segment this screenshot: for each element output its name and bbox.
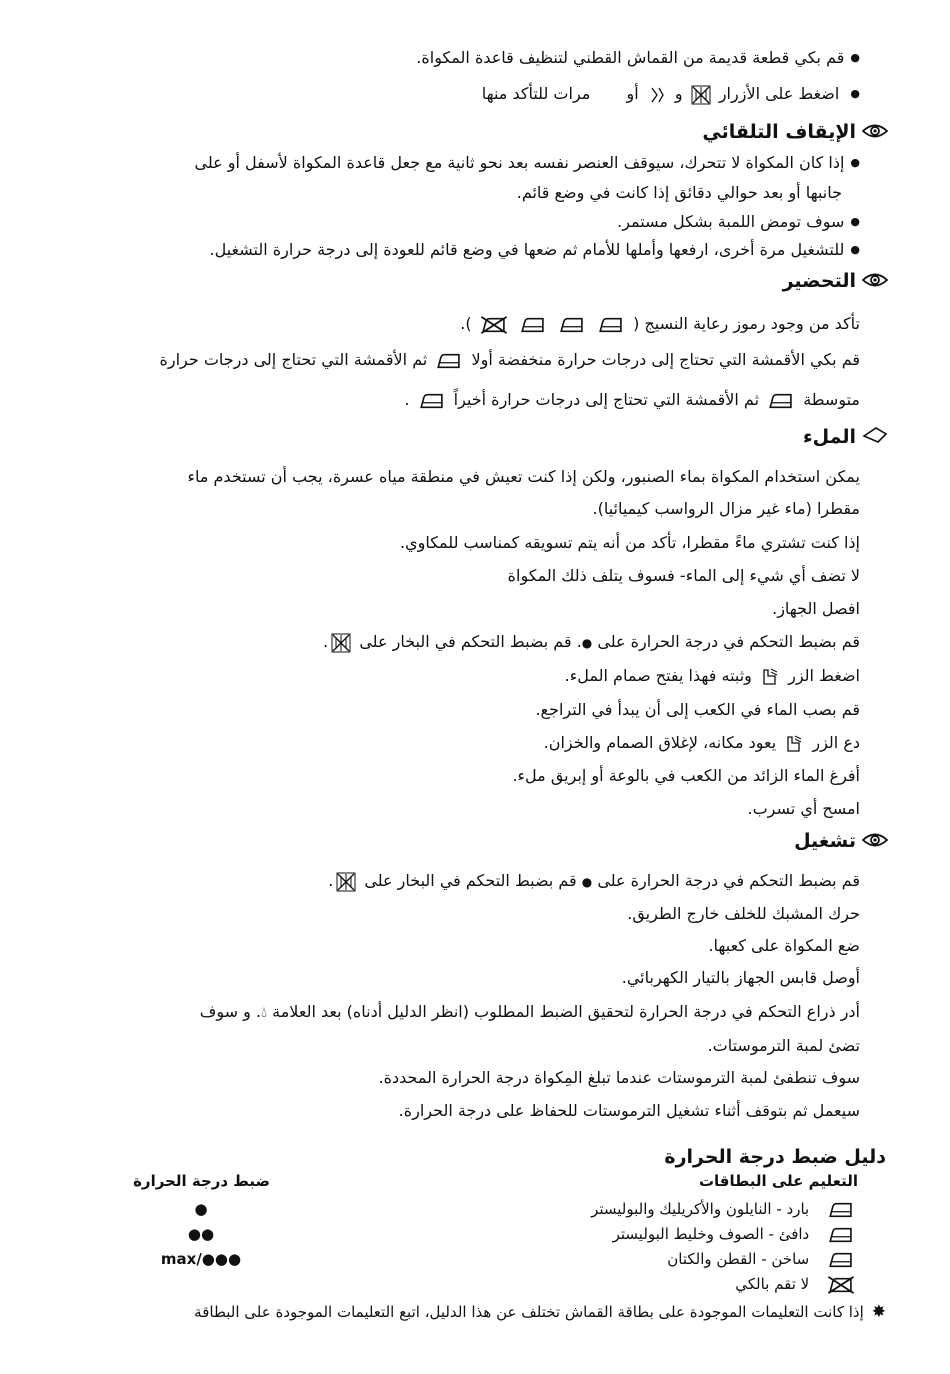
prep-line-2-text-b: ثم الأقمشة التي تحتاج إلى درجات حرارة <box>159 350 428 369</box>
operate-line-8-text: سيعمل ثم بتوقف أثناء تشغيل الترموستات للحفاظ على درجة الحرارة. <box>398 1101 860 1120</box>
fill-line-7-text-a: اضغط الزر <box>788 666 860 685</box>
fill-line-6-end: . <box>323 632 329 651</box>
fill-line-4 <box>508 566 860 586</box>
fill-line-8-text: قم بصب الماء في الكعب إلى أن يبدأ في التراجع. <box>535 700 860 719</box>
operate-line-5-text-a: أدر ذراع التحكم في درجة الحرارة لتحقيق الضبط المطلوب (انظر الدليل أدناه) بعد العلامة <box>272 1002 860 1021</box>
auto-off-bullet-1 <box>195 153 860 175</box>
auto-off-bullet-2 <box>617 212 860 234</box>
fill-line-3 <box>400 533 860 553</box>
iron-icon <box>827 1251 855 1269</box>
guide-row-3 <box>667 1250 858 1269</box>
guide-row-1-setting: ● <box>194 1200 208 1218</box>
guide-row-2 <box>613 1225 858 1244</box>
guide-col-label: التعليم على البطاقات <box>698 1172 858 1190</box>
eye-icon <box>862 830 888 854</box>
auto-off-bullet-3-text: للتشغيل مرة أخرى، ارفعها وأملها للأمام ثم ضعها في وضع قائم للعودة إلى درجة حرارة التشغيل. <box>209 240 845 259</box>
prep-line-3-text-b: ثم الأقمشة التي تحتاج إلى درجات حرارة أخيراً <box>453 390 760 409</box>
operate-line-3-text: ضع المكواة على كعبها. <box>708 936 860 955</box>
operate-line-1-text-a: قم بضبط التحكم في درجة الحرارة على <box>597 871 860 890</box>
operate-line-2 <box>627 904 860 924</box>
guide-row-4-label: لا تقم بالكي <box>735 1275 810 1293</box>
guide-row-2-setting: ●● <box>187 1225 215 1243</box>
cleaning-bullet-2-text-c: أو <box>626 84 639 103</box>
fill-line-5-text: افصل الجهاز. <box>772 599 860 618</box>
fill-line-9-text-b: يعود مكانه، لإغلاق الصمام والخزان. <box>543 733 777 752</box>
operate-line-5 <box>200 1002 860 1022</box>
temp-dot-icon: ● <box>581 875 593 889</box>
star-icon: ✸ <box>871 1302 886 1322</box>
operate-line-4-text: أوصل قابس الجهاز بالتيار الكهربائي. <box>621 968 860 987</box>
steam-button-icon <box>331 633 351 653</box>
fill-line-9-text-a: دع الزر <box>812 733 860 752</box>
fill-heading <box>803 425 888 450</box>
fill-line-6-text-a: قم بضبط التحكم في درجة الحرارة على <box>597 632 860 651</box>
guide-note <box>194 1302 886 1322</box>
drop-mark-icon: 💧︎ <box>261 1003 268 1021</box>
operate-line-7-text: سوف تنطفئ لمبة الترموستات عندما تبلغ المِكواة درجة الحرارة المحددة. <box>378 1068 860 1087</box>
auto-off-bullet-1-line-2: جانبها أو بعد حوالي دقائق إذا كانت في وضع قائم. <box>516 183 842 202</box>
prep-line-1 <box>460 314 860 334</box>
prep-title: التحضير <box>782 270 856 292</box>
prep-line-1-text: تأكد من وجود رموز رعاية النسيج ( <box>633 314 860 333</box>
spray-button-icon <box>647 85 667 105</box>
guide-col-setting: ضبط درجة الحرارة <box>133 1172 270 1190</box>
steam-button-icon <box>691 85 711 105</box>
prep-line-1-close: ). <box>460 314 472 333</box>
fill-line-10-text: أفرغ الماء الزائد من الكعب في بالوعة أو إبريق ملء. <box>512 766 860 785</box>
fill-line-1-text: يمكن استخدام المكواة بماء الصنبور، ولكن إذا كنت تعيش في منطقة مياه عسرة، يجب أن تستخدم ماء <box>187 467 860 486</box>
fill-line-8 <box>535 700 860 720</box>
fill-line-4-text: لا تضف أي شيء إلى الماء- فسوف يتلف ذلك المكواة <box>507 566 860 585</box>
fill-line-3-text: إذا كنت تشتري ماءً مقطرا، تأكد من أنه يتم تسويقه كمناسب للمكاوي. <box>400 533 860 552</box>
operate-heading <box>794 829 888 854</box>
prep-line-3-text-a: متوسطة <box>803 390 860 409</box>
operate-line-1-text-b: قم بضبط التحكم في البخار على <box>364 871 577 890</box>
operate-line-4 <box>622 968 860 988</box>
guide-row-2-label: دافئ - الصوف وخليط البوليستر <box>612 1225 810 1243</box>
guide-row-4 <box>735 1275 858 1294</box>
iron-icon <box>767 392 795 410</box>
fill-line-1 <box>187 467 860 487</box>
iron-icon <box>558 316 586 334</box>
cleaning-bullet-2 <box>482 84 860 106</box>
fill-line-7 <box>565 666 860 687</box>
iron-icon <box>827 1226 855 1244</box>
cleaning-bullet-2-text-b: و <box>674 84 683 103</box>
prep-line-3 <box>404 390 860 410</box>
prep-heading <box>783 269 888 294</box>
operate-line-1-end: . <box>328 871 334 890</box>
auto-off-bullet-2-text: سوف تومض اللمبة بشكل مستمر. <box>617 212 845 231</box>
guide-row-3-setting: max/●●● <box>160 1250 242 1268</box>
operate-line-1 <box>328 871 860 892</box>
fill-line-5 <box>772 599 860 619</box>
no-iron-icon <box>480 316 508 334</box>
prep-line-2-text-a: قم بكي الأقمشة التي تحتاج إلى درجات حرارة منخفضة أولا <box>471 350 860 369</box>
steam-button-icon <box>336 872 356 892</box>
fill-line-10 <box>512 766 860 786</box>
operate-line-6 <box>708 1036 860 1056</box>
spray-button-icon <box>784 734 804 754</box>
no-iron-icon <box>827 1276 855 1294</box>
auto-off-bullet-1-cont <box>517 183 842 203</box>
fill-line-9 <box>544 733 860 754</box>
auto-off-bullet-1-line-1: إذا كان المكواة لا تتحرك، سيوقف العنصر نفسه بعد نحو ثانية مع جعل قاعدة المكواة لأسفل أو على <box>194 153 845 172</box>
iron-icon <box>519 316 547 334</box>
temp-dot-icon: ● <box>581 636 593 650</box>
guide-row-3-label: ساخن - القطن والكتان <box>667 1250 810 1268</box>
auto-off-title: الإيقاف التلقائي <box>702 121 856 143</box>
fill-line-7-text-b: وثبته فهذا يفتح صمام الملء. <box>564 666 752 685</box>
operate-line-3 <box>708 936 860 956</box>
fill-line-2-text: مقطرا (ماء غير مزال الرواسب كيميائيا). <box>592 499 860 518</box>
guide-row-1 <box>591 1200 858 1219</box>
fill-line-11-text: امسح أي تسرب. <box>747 799 860 818</box>
prep-line-2 <box>159 350 860 370</box>
fill-line-11 <box>748 799 860 819</box>
auto-off-bullet-3 <box>210 240 861 262</box>
cleaning-bullet-2-text-d: مرات للتأكد منها <box>481 84 591 103</box>
iron-icon <box>827 1201 855 1219</box>
operate-line-8 <box>399 1101 860 1121</box>
spray-button-icon <box>760 667 780 687</box>
operate-line-5-text-b: . و سوف <box>199 1002 262 1021</box>
guide-heading <box>664 1145 886 1169</box>
eye-icon <box>862 121 888 145</box>
fill-line-6-text-b: . قم بضبط التحكم في البخار على <box>359 632 582 651</box>
cleaning-bullet-1-text: قم بكي قطعة قديمة من القماش القطني لتنظيف قاعدة المكواة. <box>416 48 845 67</box>
cleaning-bullet-1 <box>416 48 860 70</box>
cleaning-bullet-2-text-a: اضغط على الأزرار <box>718 84 840 103</box>
iron-icon <box>418 392 446 410</box>
prep-line-3-end: . <box>404 390 410 409</box>
guide-title: دليل ضبط درجة الحرارة <box>664 1146 886 1168</box>
droplet-outline-icon <box>862 426 888 450</box>
fill-line-6 <box>323 632 860 653</box>
fill-line-2 <box>592 499 860 519</box>
iron-icon <box>597 316 625 334</box>
guide-row-1-label: بارد - النايلون والأكريليك والبوليستر <box>591 1200 810 1218</box>
guide-note-text: إذا كانت التعليمات الموجودة على بطاقة القماش تختلف عن هذا الدليل، اتبع التعليمات الموجودة على البطاقة <box>194 1303 864 1321</box>
eye-icon <box>862 270 888 294</box>
operate-line-6-text: تضئ لمبة الترموستات. <box>707 1036 860 1055</box>
operate-title: تشغيل <box>794 830 856 852</box>
auto-off-heading <box>702 120 888 145</box>
operate-line-2-text: حرك المشبك للخلف خارج الطريق. <box>627 904 860 923</box>
iron-icon <box>435 352 463 370</box>
fill-title: الملء <box>802 426 856 448</box>
operate-line-7 <box>379 1068 860 1088</box>
